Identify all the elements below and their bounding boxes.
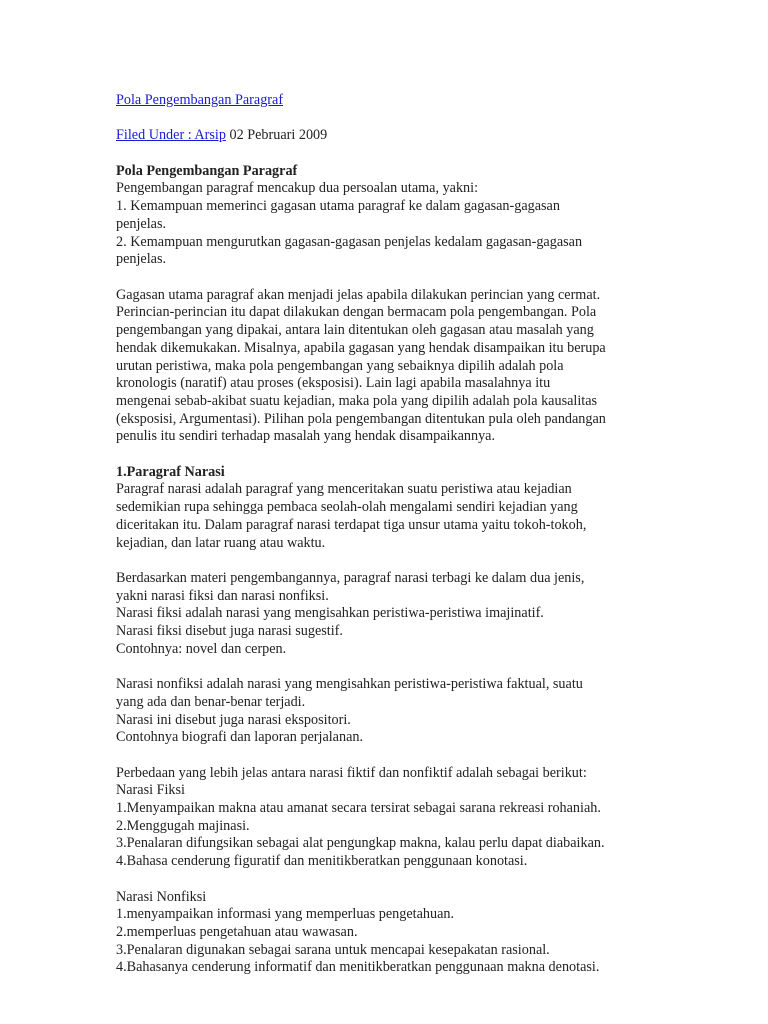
text-line: yakni narasi fiksi dan narasi nonfiksi. (116, 587, 329, 604)
text-line: yang ada dan benar-benar terjadi. (116, 693, 306, 710)
paragraph-block (116, 676, 668, 747)
text-line: Contohnya biografi dan laporan perjalanan. (116, 729, 364, 746)
text-line: Narasi nonfiksi adalah narasi yang mengisahkan peristiwa-peristiwa faktual, suatu (116, 676, 583, 693)
text-line: 1.menyampaikan informasi yang memperluas pengetahuan. (116, 906, 455, 923)
text-line: sedemikian rupa sehingga pembaca seolah-olah mengalami sendiri kejadian yang (116, 499, 578, 516)
text-line: 4.Bahasanya cenderung informatif dan menitikberatkan penggunaan makna denotasi. (116, 959, 600, 976)
text-line: kejadian, dan latar ruang atau waktu. (116, 534, 326, 551)
text-line: penjelas. (116, 215, 167, 232)
section-heading: Pola Pengembangan Paragraf (116, 162, 298, 179)
text-line: diceritakan itu. Dalam paragraf narasi terdapat tiga unsur utama yaitu tokoh-tokoh, (116, 516, 587, 533)
title-line (116, 92, 668, 110)
text-line: Contohnya: novel dan cerpen. (116, 640, 287, 657)
text-line: 1.Menyampaikan makna atau amanat secara tersirat sebagai sarana rekreasi rohaniah. (116, 800, 601, 817)
text-line: Perincian-perincian itu dapat dilakukan dengan bermacam pola pengembangan. Pola (116, 304, 597, 321)
text-line: Paragraf narasi adalah paragraf yang menceritakan suatu peristiwa atau kejadian (116, 481, 572, 498)
text-line: Gagasan utama paragraf akan menjadi jelas apabila dilakukan perincian yang cermat. (116, 286, 601, 303)
text-line: 4.Bahasa cenderung figuratif dan menitikberatkan penggunaan konotasi. (116, 853, 528, 870)
text-line: Narasi ini disebut juga narasi ekspositori. (116, 711, 351, 728)
text-line: Berdasarkan materi pengembangannya, paragraf narasi terbagi ke dalam dua jenis, (116, 569, 585, 586)
text-line: urutan peristiwa, maka pola pengembangan yang sebaiknya dipilih adalah pola (116, 357, 564, 374)
paragraph-block (116, 765, 668, 871)
paragraph-block (116, 163, 668, 269)
paragraph-block (116, 570, 668, 659)
text-line: 2. Kemampuan mengurutkan gagasan-gagasan penjelas kedalam gagasan-gagasan (116, 233, 583, 250)
text-line: Pengembangan paragraf mencakup dua persoalan utama, yakni: (116, 180, 479, 197)
text-line: 2.memperluas pengetahuan atau wawasan. (116, 923, 358, 940)
text-line: 3.Penalaran difungsikan sebagai alat pengungkap makna, kalau perlu dapat diabaikan. (116, 835, 605, 852)
article-body (116, 163, 668, 977)
text-line: (eksposisi, Argumentasi). Pilihan pola pengembangan ditentukan pula oleh pandangan (116, 410, 606, 427)
paragraph-block (116, 287, 668, 446)
text-line: 1. Kemampuan memerinci gagasan utama paragraf ke dalam gagasan-gagasan (116, 198, 560, 215)
text-line: mengenai sebab-akibat suatu kejadian, maka pola yang dipilih adalah pola kausalitas (116, 392, 598, 409)
text-line: penulis itu sendiri terhadap masalah yang hendak disampaikannya. (116, 428, 496, 445)
post-date: 02 Pebruari 2009 (225, 127, 328, 144)
text-line: 3.Penalaran digunakan sebagai sarana untuk mencapai kesepakatan rasional. (116, 941, 550, 958)
text-line: Narasi Nonfiksi (116, 888, 207, 905)
text-line: Narasi fiksi disebut juga narasi sugestif. (116, 623, 343, 640)
text-line: Narasi fiksi adalah narasi yang mengisahkan peristiwa-peristiwa imajinatif. (116, 605, 544, 622)
text-line: Narasi Fiksi (116, 782, 185, 799)
text-line: penjelas. (116, 251, 167, 268)
text-line: hendak dikemukakan. Misalnya, apabila gagasan yang hendak disampaikan itu berupa (116, 339, 606, 356)
filed-under-line (116, 127, 668, 145)
text-line: 2.Menggugah majinasi. (116, 817, 250, 834)
text-line: pengembangan yang dipakai, antara lain ditentukan oleh gagasan atau masalah yang (116, 322, 594, 339)
text-line: kronologis (naratif) atau proses (eksposisi). Lain lagi apabila masalahnya itu (116, 375, 551, 392)
paragraph-block (116, 464, 668, 553)
paragraph-block (116, 889, 668, 978)
text-line: Perbedaan yang lebih jelas antara narasi fiktif dan nonfiktif adalah sebagai berikut: (116, 764, 587, 781)
filed-under-link[interactable]: Filed Under : Arsip (116, 127, 226, 144)
section-heading: 1.Paragraf Narasi (116, 463, 225, 480)
title-link[interactable]: Pola Pengembangan Paragraf (116, 92, 284, 108)
